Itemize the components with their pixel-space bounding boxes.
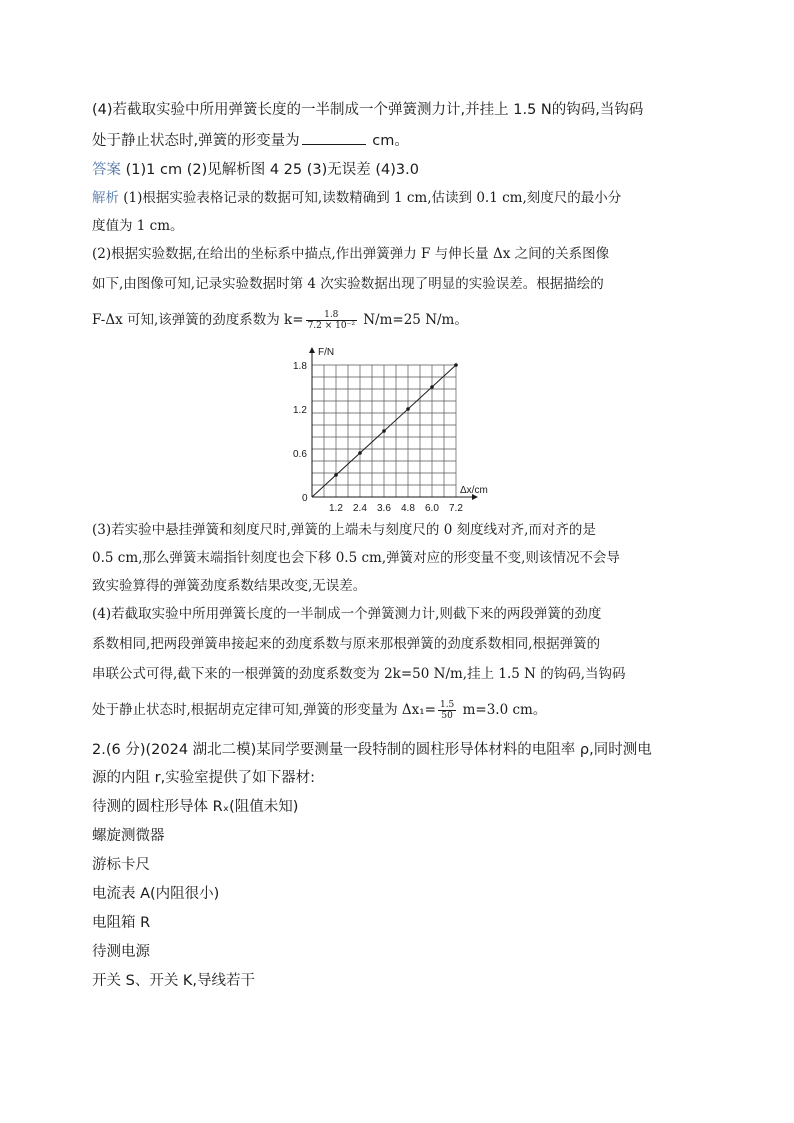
fraction-numerator: 1.8 — [306, 310, 357, 321]
answer-blank — [302, 130, 366, 145]
analysis-p2c-pre: F-Δx 可知,该弹簧的劲度系数为 k= — [92, 312, 304, 328]
analysis-p2c-post: N/m=25 N/m。 — [358, 312, 468, 328]
q2-line1: 2.(6 分)(2024 湖北二模)某同学要测量一段特制的圆柱形导体材料的电阻率 ρ,同时测电 — [92, 742, 652, 758]
analysis-p4c: 串联公式可得,截下来的一根弹簧的劲度系数变为 2k=50 N/m,挂上 1.5 N 的钩码,当钩码 — [92, 666, 626, 682]
force-extension-chart — [290, 344, 520, 516]
data-point — [430, 385, 434, 389]
fraction-denominator: 7.2 × 10⁻² — [307, 321, 355, 331]
analysis-p3c: 致实验算得的弹簧劲度系数结果改变,无误差。 — [92, 578, 367, 594]
origin-label: 0 — [302, 493, 308, 504]
q1-part4-line2 — [92, 130, 409, 151]
fraction-numerator: 1.5 — [439, 700, 455, 710]
y-axis-label: F/N — [318, 347, 335, 358]
x-tick-label: 1.2 — [329, 503, 343, 514]
q2-item-3: 电流表 A(内阻很小) — [92, 886, 220, 902]
q1-part4-line1: (4)若截取实验中所用弹簧长度的一半制成一个弹簧测力计,并挂上 1.5 N的钩码,当钩码 — [92, 102, 644, 118]
q1-part4-line2-unit: cm。 — [367, 133, 409, 149]
x-tick-label: 3.6 — [377, 503, 391, 514]
analysis-p3b: 0.5 cm,那么弹簧末端指针刻度也会下移 0.5 cm,弹簧对应的形变量不变,则该情况不会导 — [92, 550, 620, 566]
fraction-denominator: 50 — [441, 711, 453, 721]
data-point — [406, 407, 410, 411]
analysis-p1a-text: (1)根据实验表格记录的数据可知,读数精确到 1 cm,估读到 0.1 cm,刻度尺的最小分 — [119, 190, 622, 206]
analysis-label: 解析 — [92, 190, 119, 206]
analysis-p2a: (2)根据实验数据,在给出的坐标系中描点,作出弹簧弹力 F 与伸长量 Δx 之间的关系图像 — [92, 246, 610, 262]
analysis-p4d-post: m=3.0 cm。 — [458, 702, 547, 718]
q2-item-0: 待测的圆柱形导体 Rₓ(阻值未知) — [92, 799, 299, 815]
q1-part4-line2-text: 处于静止状态时,弹簧的形变量为 — [92, 133, 300, 149]
y-tick-label: 1.8 — [293, 361, 307, 372]
x-tick-label: 4.8 — [401, 503, 415, 514]
data-point — [358, 451, 362, 455]
spring-constant-fraction — [306, 310, 357, 331]
analysis-p2c — [92, 310, 468, 331]
analysis-p4d — [92, 700, 546, 721]
data-point — [382, 429, 386, 433]
analysis-p4b: 系数相同,把两段弹簧串接起来的劲度系数与原来那根弹簧的劲度系数相同,根据弹簧的 — [92, 636, 601, 652]
analysis-p1b: 度值为 1 cm。 — [92, 218, 184, 234]
q2-item-1: 螺旋测微器 — [92, 828, 165, 844]
answer-text: (1)1 cm (2)见解析图 4 25 (3)无误差 (4)3.0 — [121, 162, 419, 178]
data-point — [454, 363, 458, 367]
extension-fraction — [438, 700, 456, 721]
x-axis-label: Δx/cm — [460, 485, 488, 496]
analysis-p4a: (4)若截取实验中所用弹簧长度的一半制成一个弹簧测力计,则截下来的两段弹簧的劲度 — [92, 606, 602, 622]
q2-item-5: 待测电源 — [92, 944, 150, 960]
answer-line — [92, 160, 419, 180]
answer-label: 答案 — [92, 162, 121, 178]
y-tick-label: 0.6 — [293, 449, 307, 460]
q2-item-2: 游标卡尺 — [92, 857, 150, 873]
analysis-p4d-pre: 处于静止状态时,根据胡克定律可知,弹簧的形变量为 Δx₁= — [92, 702, 436, 718]
x-tick-label: 2.4 — [353, 503, 367, 514]
analysis-p3a: (3)若实验中悬挂弹簧和刻度尺时,弹簧的上端未与刻度尺的 0 刻度线对齐,而对齐的是 — [92, 522, 596, 538]
x-tick-label: 7.2 — [449, 503, 463, 514]
y-tick-label: 1.2 — [293, 405, 307, 416]
q2-line2: 源的内阻 r,实验室提供了如下器材: — [92, 770, 316, 786]
q2-item-6: 开关 S、开关 K,导线若干 — [92, 973, 256, 989]
x-tick-label: 6.0 — [425, 503, 439, 514]
analysis-p2b: 如下,由图像可知,记录实验数据时第 4 次实验数据出现了明显的实验误差。根据描绘的 — [92, 276, 604, 292]
analysis-p1a — [92, 188, 621, 208]
q2-item-4: 电阻箱 R — [92, 915, 151, 931]
data-point — [334, 473, 338, 477]
y-axis-arrow — [309, 347, 315, 353]
